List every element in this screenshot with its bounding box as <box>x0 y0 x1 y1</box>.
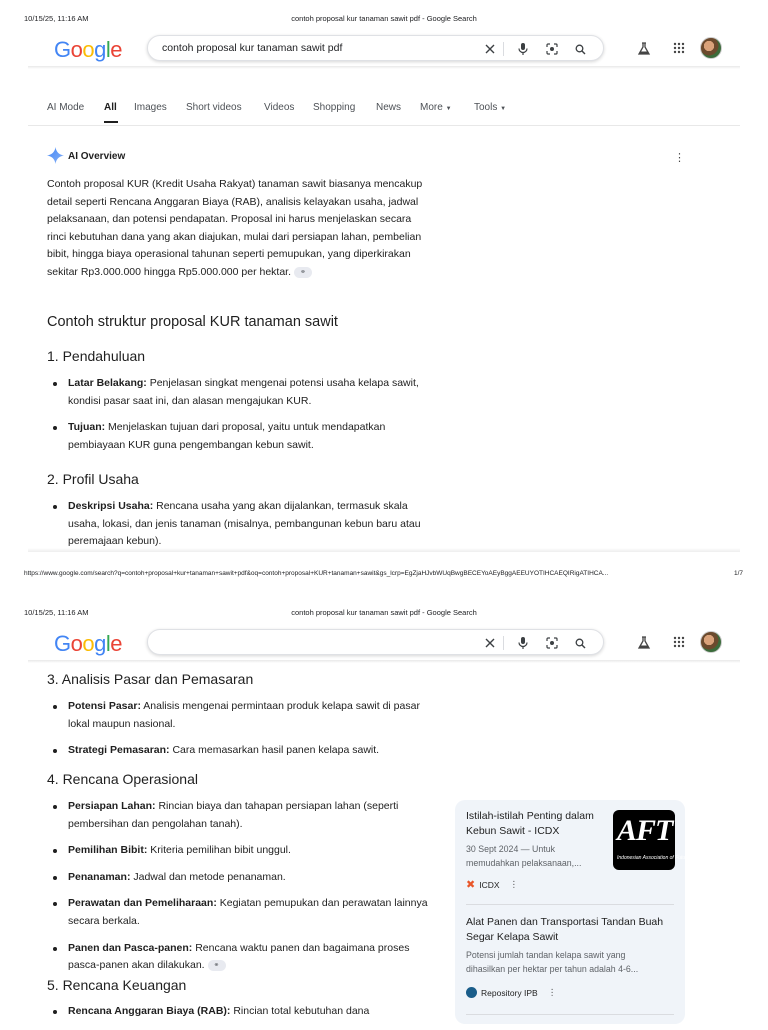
logo-letter: g <box>94 37 106 62</box>
ai-overview-intro <box>47 176 425 282</box>
snippet-line: memudahkan pelaksanaan,... <box>466 857 582 868</box>
list-item <box>50 895 428 930</box>
print-footer <box>0 570 768 582</box>
source-title[interactable]: Alat Panen dan Transportasi Tandan Buah Segar Kelapa Sawit <box>466 916 664 943</box>
avatar[interactable] <box>700 37 722 59</box>
logo-letter: g <box>94 631 106 656</box>
source-site[interactable] <box>466 878 518 891</box>
section-heading: 2. Profil Usaha <box>47 471 139 487</box>
source-site-name: Repository IPB <box>481 987 538 998</box>
tab-short-videos[interactable]: Short videos <box>186 102 242 113</box>
list-item <box>50 375 428 410</box>
tab-all[interactable]: All <box>104 102 117 113</box>
source-snippet <box>466 843 581 870</box>
search-divider <box>503 42 504 56</box>
list-item <box>50 798 428 833</box>
header-shadow <box>28 660 740 663</box>
source-site-name: ICDX <box>479 879 500 890</box>
link-icon[interactable]: ⚭ <box>208 960 226 971</box>
print-page-title: contoh proposal kur tanaman sawit pdf - Google Search <box>291 608 477 617</box>
search-box[interactable] <box>147 629 604 655</box>
item-term: Tujuan: <box>68 421 106 434</box>
icdx-logo-icon: ✖ <box>466 879 476 891</box>
list-item <box>50 1003 428 1021</box>
more-vert-icon[interactable]: ⋮ <box>509 879 519 889</box>
item-text: Rincian biaya dan tahapan persiapan lahan (seperti pembersihan dan pengolahan tanah). <box>68 800 399 830</box>
page-cut-shadow <box>28 548 740 552</box>
lens-icon[interactable] <box>543 40 561 58</box>
labs-flask-icon[interactable] <box>633 631 655 653</box>
item-term: Pemilihan Bibit: <box>68 844 148 857</box>
avatar[interactable] <box>700 631 722 653</box>
header-shadow <box>28 66 740 69</box>
logo-letter: o <box>70 37 83 62</box>
section-list <box>50 375 428 463</box>
print-timestamp: 10/15/25, 11:16 AM <box>24 14 89 23</box>
item-term: Perawatan dan Pemeliharaan: <box>68 897 217 910</box>
active-tab-indicator <box>104 121 118 123</box>
sources-card <box>455 800 709 1024</box>
labs-flask-icon[interactable] <box>633 37 655 59</box>
logo-letter: e <box>110 631 123 656</box>
source-site[interactable] <box>466 987 556 998</box>
list-item <box>50 698 428 733</box>
tab-more-label: More <box>420 102 443 113</box>
snippet-line: 30 Sept 2024 — Untuk <box>466 844 556 854</box>
item-term: Strategi Pemasaran: <box>68 744 170 757</box>
print-header <box>0 608 768 622</box>
item-text: Rencana usaha yang akan dijalankan, termasuk skala usaha, lokasi, dan jenis tanaman (misalnya, pembangunan kebun baru atau peremajaan kebun). <box>68 500 421 548</box>
source-divider <box>466 1014 674 1015</box>
more-vert-icon[interactable]: ⋮ <box>674 152 685 164</box>
search-box[interactable] <box>147 35 604 61</box>
tab-videos[interactable]: Videos <box>264 102 295 113</box>
item-text: Menjelaskan tujuan dari proposal, yaitu untuk mendapatkan pembiayaan KUR guna pengembangan kebun sawit. <box>68 421 386 451</box>
clear-icon[interactable] <box>481 40 499 58</box>
section-heading: 5. Rencana Keuangan <box>47 977 187 993</box>
item-text: Penjelasan singkat mengenai potensi usaha kelapa sawit, kondisi pasar saat ini, dan alasan mengajukan KUR. <box>68 377 419 407</box>
item-text: Kriteria pemilihan bibit unggul. <box>147 844 291 857</box>
ipb-logo-icon <box>466 987 477 998</box>
section-heading: 1. Pendahuluan <box>47 348 146 364</box>
print-page-title: contoh proposal kur tanaman sawit pdf - Google Search <box>291 14 477 23</box>
tab-images[interactable]: Images <box>134 102 167 113</box>
section-list <box>50 1003 428 1030</box>
lens-icon[interactable] <box>543 634 561 652</box>
thumbnail-logo-text: AFT <box>617 814 673 847</box>
ai-overview-label: AI Overview <box>68 151 126 162</box>
print-header <box>0 14 768 28</box>
tabs-divider <box>28 125 740 126</box>
ai-sparkle-icon <box>47 147 64 169</box>
apps-grid-icon[interactable] <box>668 631 690 653</box>
item-term: Deskripsi Usaha: <box>68 500 154 512</box>
snippet-line: dihasilkan per hektar per tahun adalah 4-6... <box>466 963 639 974</box>
item-text: Jadwal dan metode penanaman. <box>130 870 286 883</box>
item-text: Rencana waktu panen dan bagaimana proses pasca-panen akan dilakukan. <box>68 941 410 972</box>
mic-icon[interactable] <box>514 40 532 58</box>
item-term: Panen dan Pasca-panen: <box>68 941 193 954</box>
logo-letter: o <box>70 631 83 656</box>
page-number: 1/7 <box>734 570 744 577</box>
search-divider <box>503 636 504 650</box>
source-thumbnail[interactable] <box>613 810 709 870</box>
item-text: Rincian total kebutuhan dana <box>230 1005 370 1017</box>
tab-ai-mode[interactable]: AI Mode <box>47 102 85 113</box>
item-term: Potensi Pasar: <box>68 700 141 712</box>
section-list <box>50 698 428 769</box>
logo-letter: l <box>105 37 111 62</box>
tab-news[interactable]: News <box>376 102 402 113</box>
mic-icon[interactable] <box>514 634 532 652</box>
link-icon[interactable]: ⚭ <box>294 267 312 278</box>
list-item <box>50 940 428 975</box>
more-vert-icon[interactable]: ⋮ <box>547 987 557 997</box>
logo-letter: G <box>54 631 71 656</box>
thumbnail-caption: Indonesian Association of Futures Market <box>617 855 709 861</box>
list-item <box>50 742 428 760</box>
item-text: Cara memasarkan hasil panen kelapa sawit. <box>169 744 380 757</box>
item-term: Latar Belakang: <box>68 377 147 389</box>
structure-heading: Contoh struktur proposal KUR tanaman sawit <box>47 314 338 330</box>
item-term: Penanaman: <box>68 870 131 883</box>
item-term: Rencana Anggaran Biaya (RAB): <box>68 1005 231 1017</box>
logo-letter: G <box>54 37 71 62</box>
clear-icon[interactable] <box>481 634 499 652</box>
apps-grid-icon[interactable] <box>668 37 690 59</box>
dropdown-caret-icon: ▼ <box>445 106 452 112</box>
logo-letter: e <box>110 37 123 62</box>
tab-more[interactable] <box>420 102 452 113</box>
logo-letter: o <box>82 37 95 62</box>
source-snippet <box>466 949 638 976</box>
item-text: Analisis mengenai permintaan produk kelapa sawit di pasar lokal maupun nasional. <box>68 700 420 730</box>
list-item <box>50 419 428 454</box>
print-timestamp: 10/15/25, 11:16 AM <box>24 608 89 617</box>
google-logo[interactable] <box>54 37 122 63</box>
source-title[interactable]: Istilah-istilah Penting dalam Kebun Sawit - ICDX <box>466 810 594 837</box>
section-heading: 4. Rencana Operasional <box>47 771 198 787</box>
source-divider <box>466 904 674 905</box>
search-icon[interactable] <box>571 40 589 58</box>
google-logo[interactable] <box>54 631 122 657</box>
logo-letter: l <box>105 631 111 656</box>
search-input[interactable]: contoh proposal kur tanaman sawit pdf <box>162 42 343 54</box>
snippet-line: Potensi jumlah tandan kelapa sawit yang <box>466 950 626 960</box>
tab-tools[interactable] <box>474 102 506 113</box>
intro-text: Contoh proposal KUR (Kredit Usaha Rakyat) tanaman sawit biasanya mencakup detail seperti Rencana Anggaran Biaya (RAB), analisis kelayakan usaha, jadwal pelaksanaan, dan potensi pendapatan. Proposal ini harus menjelaskan secara rinci kebutuhan dana yang akan diajukan, mulai dari persiapan lahan, pembelian bibit, hingga biaya operasional tahunan seperti pemupukan, yang diperkirakan sekitar Rp3.000.000 hingga Rp5.000.000 per hektar. <box>47 178 423 278</box>
dropdown-caret-icon: ▼ <box>500 106 507 112</box>
item-term: Persiapan Lahan: <box>68 800 156 812</box>
tab-shopping[interactable]: Shopping <box>313 102 356 113</box>
section-list <box>50 798 428 984</box>
search-icon[interactable] <box>571 634 589 652</box>
list-item <box>50 842 428 860</box>
logo-letter: o <box>82 631 95 656</box>
tab-tools-label: Tools <box>474 102 498 113</box>
section-heading: 3. Analisis Pasar dan Pemasaran <box>47 671 254 687</box>
print-url: https://www.google.com/search?q=contoh+proposal+kur+tanaman+sawit+pdf&oq=contoh+proposal+KUR+tanaman+sawit&gs_lcrp=EgZjaHJvbWUqBwgBECEYoAEyBggAEEUYOTIHCAEQIRigATIHCA... <box>24 570 609 577</box>
item-text: Kegiatan pemupukan dan perawatan lainnya secara berkala. <box>68 897 428 927</box>
list-item <box>50 498 428 551</box>
list-item <box>50 869 428 887</box>
